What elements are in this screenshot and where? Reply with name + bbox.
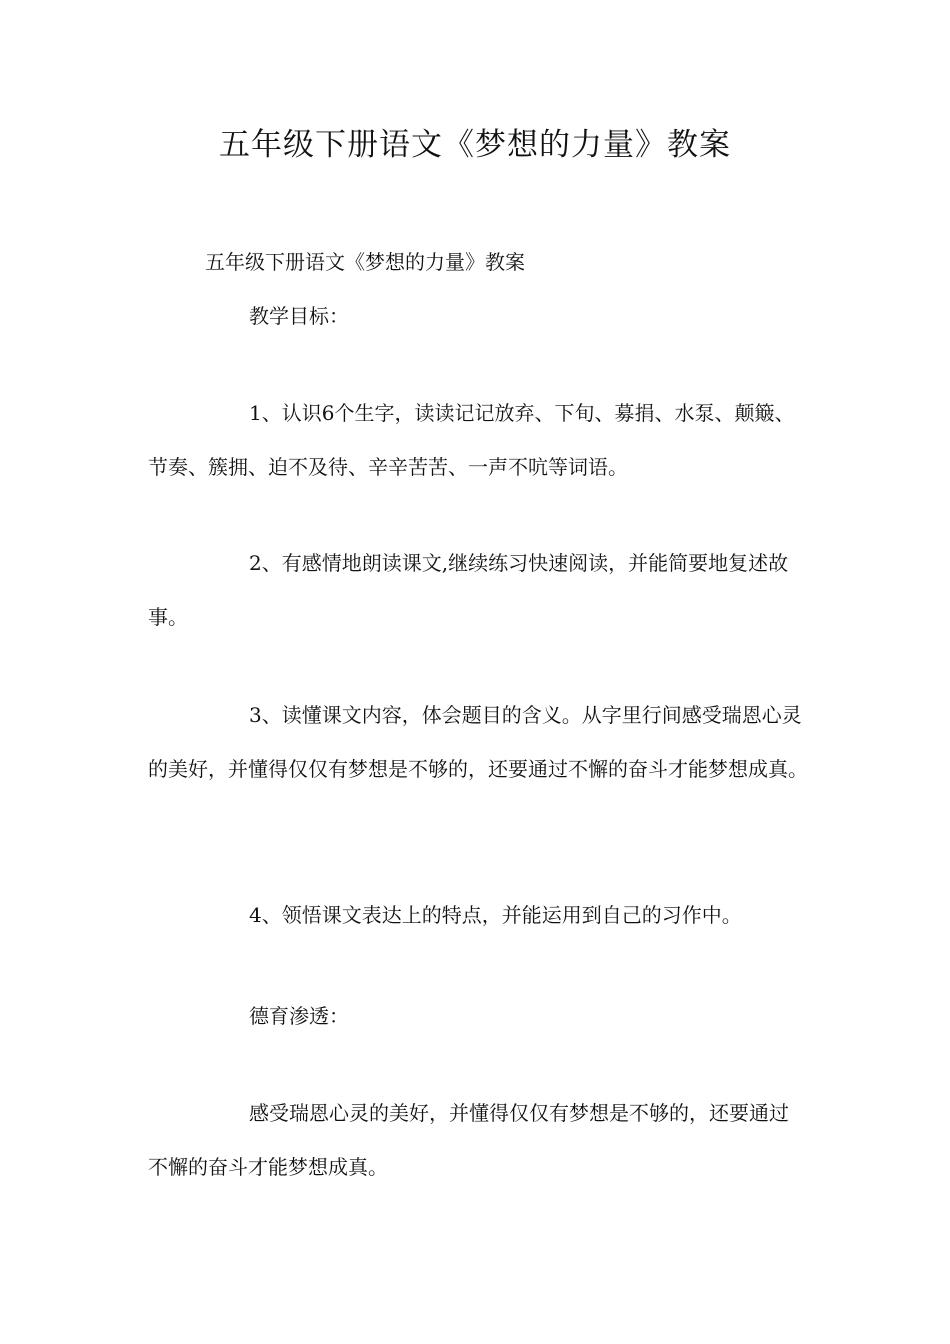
document-title: 五年级下册语文《梦想的力量》教案 (219, 127, 731, 163)
goal-item-2: 2、有感情地朗读课文,继续练习快速阅读，并能简要地复述故事。 (148, 551, 789, 629)
section-heading-goals: 教学目标： (249, 304, 349, 328)
goal-item-4: 4、领悟课文表达上的特点，并能运用到自己的习作中。 (249, 903, 742, 927)
moral-paragraph: 感受瑞恩心灵的美好，并懂得仅仅有梦想是不够的，还要通过不懈的奋斗才能梦想成真。 (148, 1101, 789, 1179)
document-subtitle: 五年级下册语文《梦想的力量》教案 (205, 250, 525, 274)
section-heading-moral: 德育渗透： (249, 1004, 349, 1028)
goal-item-3: 3、读懂课文内容，体会题目的含义。从字里行间感受瑞恩心灵的美好，并懂得仅仅有梦想是不够的，还要通过不懈的奋斗才能梦想成真。 (148, 703, 808, 781)
goal-item-1: 1、认识6个生字，读读记记放弃、下旬、募捐、水泵、颠簸、节奏、簇拥、迫不及待、辛辛苦苦、一声不吭等词语。 (148, 401, 795, 479)
